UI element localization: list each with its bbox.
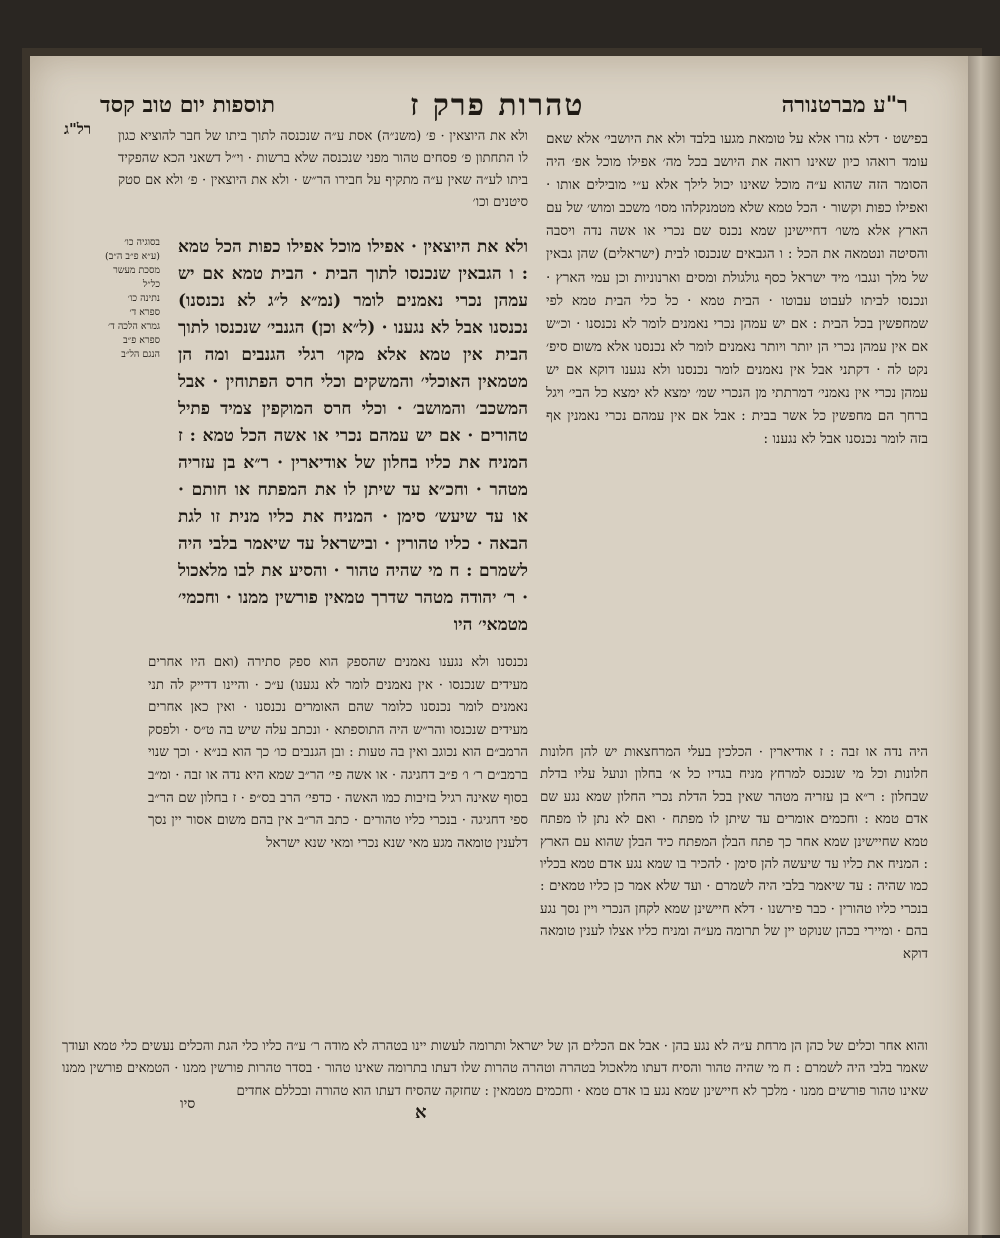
leaf-number: רל"ג [64, 120, 92, 138]
mishnah-text: ולא את היוצאין · אפילו מוכל אפילו כפות הכל טמא : ו הגבאין שנכנסו לתוך הבית · הבית טמא אם יש עמהן נכרי נאמנים לומר (נמ״א ל״ג לא נכנסנו) נכנסנו אבל לא נגענו · (ל״א וכן) הגנבי׳ שנכנסו לתוך הבית אין טמא אלא מקו׳ רגלי הגנבים ומה הן מטמאין האוכלי׳ והמשקים וכלי חרס הפתוחין · אבל המשכב׳ והמושב׳ · וכלי חרס המוקפין צמיד פתיל טהורים · אם יש עמהם נכרי או אשה הכל טמא : ז המניח את כליו בחלון של אודיארין · ר״א בן עזריה מטהר · וחכ״א עד שיתן לו את המפתח או חותם · או עד שיעש׳ סימן · המניח את כליו מנית זו לגת הבאה · כליו טהורין · ובישראל עד שיאמר בלבי היה לשמרם : ח מי שהיה טהור · והסיע את לבו מלאכול · ר׳ יהודה מטהר שדרך טמאין פורשין ממנו · וחכמי׳ מטמאי׳ היו [178, 237, 528, 635]
catchword-left: סיו [180, 1096, 196, 1112]
header-bartenura-title: ר"ע מברטנורה [781, 92, 908, 118]
book-page [30, 56, 968, 1235]
full-width-bottom-commentary [62, 1036, 928, 1138]
margin-note: גמרא הלכה ד׳ [108, 321, 160, 332]
tosafot-middle-column [148, 652, 528, 1092]
margin-note: נתינה כו׳ [127, 293, 160, 304]
margin-note: (ע״א פ״ב ה״ב) [105, 251, 160, 262]
margin-note: ספרא פ״ב [123, 335, 160, 346]
header-tractate-title: טהרות פרק ז [410, 88, 585, 123]
tosafot-top-column [118, 126, 528, 230]
margin-note: הנגם הל״ב [121, 349, 160, 360]
running-header [90, 88, 918, 126]
bartenura-bottom-column [540, 742, 928, 1032]
bartenura-bottom-text: היה נדה או זבה : ז אודיארין · הכלכין בעלי המרחצאות יש להן חלונות חלונות וכל מי שנכנס למרחץ מניח בגדיו כל א׳ בחלון ונועל עליו בדלת שבחלון : ר״א בן עזריה מטהר שאין בכל הדלת נכרי החלון שמא נגע שם אדם טמא : וחכמים אומרים עד שיתן לו מפתח · ואם לא נתן לו מפתח טמא שחיישינן שמא אחר כך פתח הבלן המפתח כיד הבלן שהוא עם הארץ : המניח את כליו עד שיעשה להן סימן · להכיר בו שמא נגע אדם טמא בכליו כמו שהיה : עד שיאמר בלבי היה לשמרם · ועד שלא אמר כן כליו טמאים : בנכרי כליו טהורין · כבר פירשנו · דלא חיישינן שמא לקחן הנכרי ויין נסך נגע בהם · ומיירי בכהן שנוקט יין של תרומה מע״ה ומניח כליו אצלו לענין טומאה דוקא [540, 745, 928, 962]
bottom-commentary-text: והוא אחר וכלים של כהן הן מרחת ע״ה לא נגע בהן · אבל אם הכלים הן של ישראל ותרומה לעשות יינו בטהרה לא מודה ר׳ ע״ה כליו כלי הגת והכלים נעשים כלי טמא ועודך שאמר בלבי היה לשמרם : ח מי שהיה טהור והסיח דעתו מלאכול בטהרה וטהרה טהרות שלו דעתו בתרומה שאינו טהור · בסדר טהרות פורשין ממנו · הטמאים פורשין ממנו שאינו טהור פורשים ממנו · מלכך לא חיישינן שמא נגע בו אדם טמא · וחכמים מטמאין : שחזקה שהסיח דעתו הוא טהורה ובכללם אחדים [62, 1039, 928, 1099]
tosafot-top-text: ולא את היוצאין · פ׳ (משנ״ה) אסת ע״ה שנכנסה לתוך ביתו של חבר להוציא כגון לו התחתון פ׳ פסחים טהור מפני שנכנסה שלא ברשות · וי״ל דשאני הכא שהפקיד ביתו לע״ה שאין ע״ה מתקיף על חבירו הר״ש · ולא את היוצאין · פ׳ ולא אם סטק סיטנים וכו׳ [118, 129, 528, 210]
margin-note: כל״ל [142, 279, 160, 290]
margin-note: מסכת מעשר [113, 265, 160, 276]
bartenura-column [546, 128, 928, 744]
mishnah-column [178, 234, 528, 702]
margin-notes [60, 236, 160, 362]
page-edge [968, 56, 1000, 1235]
margin-note: בסוגיה כו׳ [124, 237, 160, 248]
margin-note: ספרא ד׳ [129, 307, 160, 318]
signature-mark: א [415, 1102, 427, 1123]
tosafot-middle-text: נכנסנו ולא נגענו נאמנים שהספק הוא ספק סתירה (ואם היו אחרים מעידים שנכנסו · אין נאמנים לומר לא נגענו) ע״כ · והיינו דדייק לה תני נאמנים לומר נכנסנו כלומר שהם האומרים נכנסנו · ואין כאן אחרים מעידים שנכנסו והר״ש היה התוספתא · ונכתב עלה שיש בה ט״ס · ולפסק הרמב״ם הוא נכוגב ואין בה טעות : ובן הגנבים כו׳ כך הוא בנ״א · וכך שנוי ברמב״ם ר׳ ו׳ פ״ב דחגיגה · או אשה פי׳ הר״ב שמא היא נדה או זבה · ומ״ב בסוף שאינה רגיל בזיבות כמו האשה · כדפי׳ הרב בס״פ · ז בחלון שם הר״ב ספי דחגיגה · בנכרי כליו טהורים · כתב הר״ב אין בהם משום אסור יין נסך דלענין טומאה מגע מאי שנא נכרי ומאי שנא ישראל [148, 655, 528, 851]
bartenura-text: בפישט · דלא גזרו אלא על טומאת מגעו בלבד ולא את היושבי׳ אלא שאם עומד רואהו כיון שאינו רואה את היושב בכל מה׳ אפילו מוכל אפ׳ היה הסומר הזה שהוא ע״ה מוכל שאינו יכול לילך אלא ע״י מובילים אותו · ואפילו כפות וקשור · הכל טמא שלא מטמנקלהו מסו׳ משכב ומוש׳ של עם הארץ אלא משו׳ דחיישינן שמא נכנס שם נכרי או אשה נדה ויסבה והסיטה ונטמאה את הכל : ו הגבאים שנכנסו לבית (ישראלים) שהן גבאין של מלך ונגבו׳ מיד ישראל כסף גולגולת ומסים וארנוניות וכן עמי הארץ · ונכנסו לביתו לעבוט עבוטו · הבית טמא · כל כלי הבית טמא לפי שמחפשין בכל הבית : אם יש עמהן נכרי נאמנים לומר לא נכנסנו · וכ״ש אם אין עמהן נכרי הן יותר ויותר נאמנים לומר לא נכנסנו אלא משום סיפ׳ נקט לה · דקתני אבל אין נאמנים לומר נכנסנו ולא נגענו דוקא אם יש עמהן נכרי אין נאמני׳ דמרתתי מן הנכרי שמ׳ ימצא לא ימצא כל הבי׳ ויגל ברחך הם מחפשין כל אשר בבית : אבל אם אין עמהם נכרי נאמנין אף בזה לומר נכנסנו אבל לא נגענו : [546, 131, 928, 448]
header-tosafot-title: תוספות יום טוב קסד [100, 92, 276, 118]
